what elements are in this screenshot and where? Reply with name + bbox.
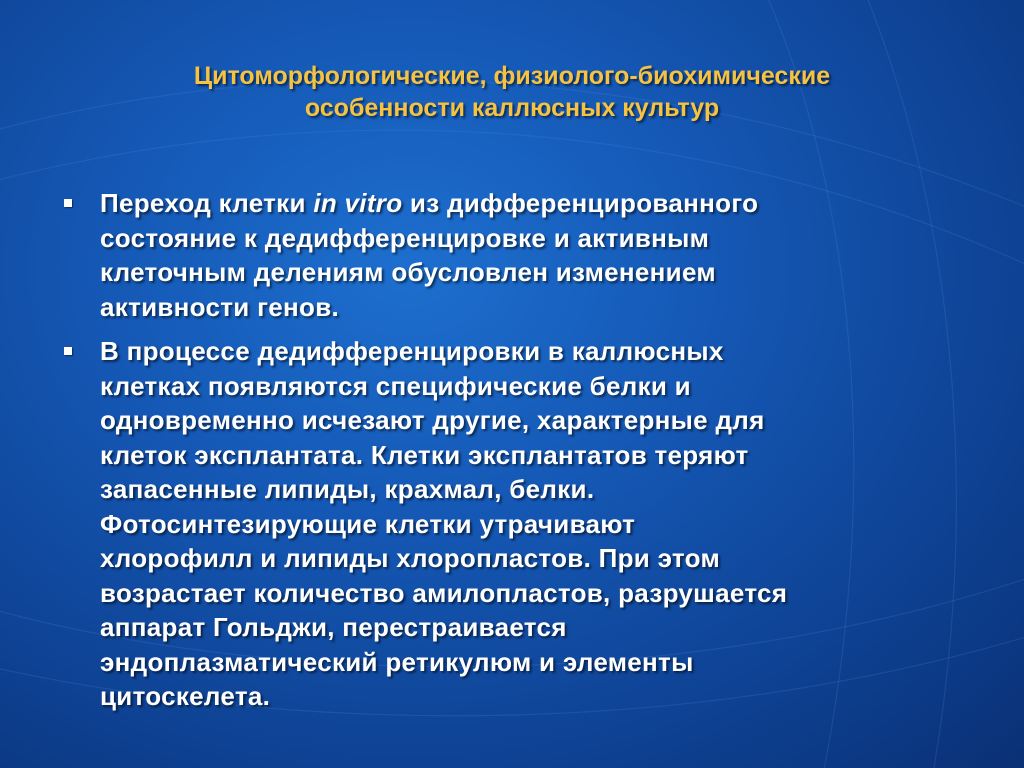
bullet-line: В процессе дедифференцировки в каллюсных	[100, 336, 724, 366]
square-bullet-icon	[64, 347, 72, 355]
bullet-list	[60, 186, 980, 724]
square-bullet-icon	[64, 199, 72, 207]
bullet-text: Переход клетки	[100, 188, 314, 218]
bullet-line: Фотосинтезирующие клетки утрачивают	[100, 508, 636, 539]
bullet-line: запасенные липиды, крахмал, белки.	[100, 474, 595, 504]
bullet-line: состояние к дедифференцировке и активным	[100, 222, 710, 253]
bullet-line: аппарат Гольджи, перестраивается	[100, 612, 567, 642]
slide-title-line: особенности каллюсных культур	[304, 94, 720, 122]
bullet-line: клетках появляются специфические белки и	[100, 370, 691, 401]
bullet-item	[60, 334, 980, 714]
bullet-text: из дифференцированного	[402, 188, 759, 218]
bullet-item	[60, 186, 980, 324]
slide-title	[112, 60, 912, 124]
bullet-line: возрастает количество амилопластов, разрушается	[100, 577, 788, 608]
slide-title-line: Цитоморфологические, физиолого-биохимические	[193, 62, 831, 90]
bullet-line: цитоскелета.	[100, 681, 271, 711]
bullet-line: эндоплазматический ретикулюм и элементы	[100, 646, 694, 677]
bullet-line: одновременно исчезают другие, характерные для	[100, 405, 765, 435]
bullet-line: хлорофилл и липиды хлоропластов. При этом	[100, 543, 720, 573]
bullet-line: клеточным делениям обусловлен изменением	[100, 257, 716, 287]
bullet-line	[100, 186, 980, 221]
bullet-line: активности генов.	[100, 291, 339, 322]
bullet-line: клеток эксплантата. Клетки эксплантатов теряют	[100, 439, 749, 470]
bullet-italic-text: in vitro	[313, 188, 403, 218]
